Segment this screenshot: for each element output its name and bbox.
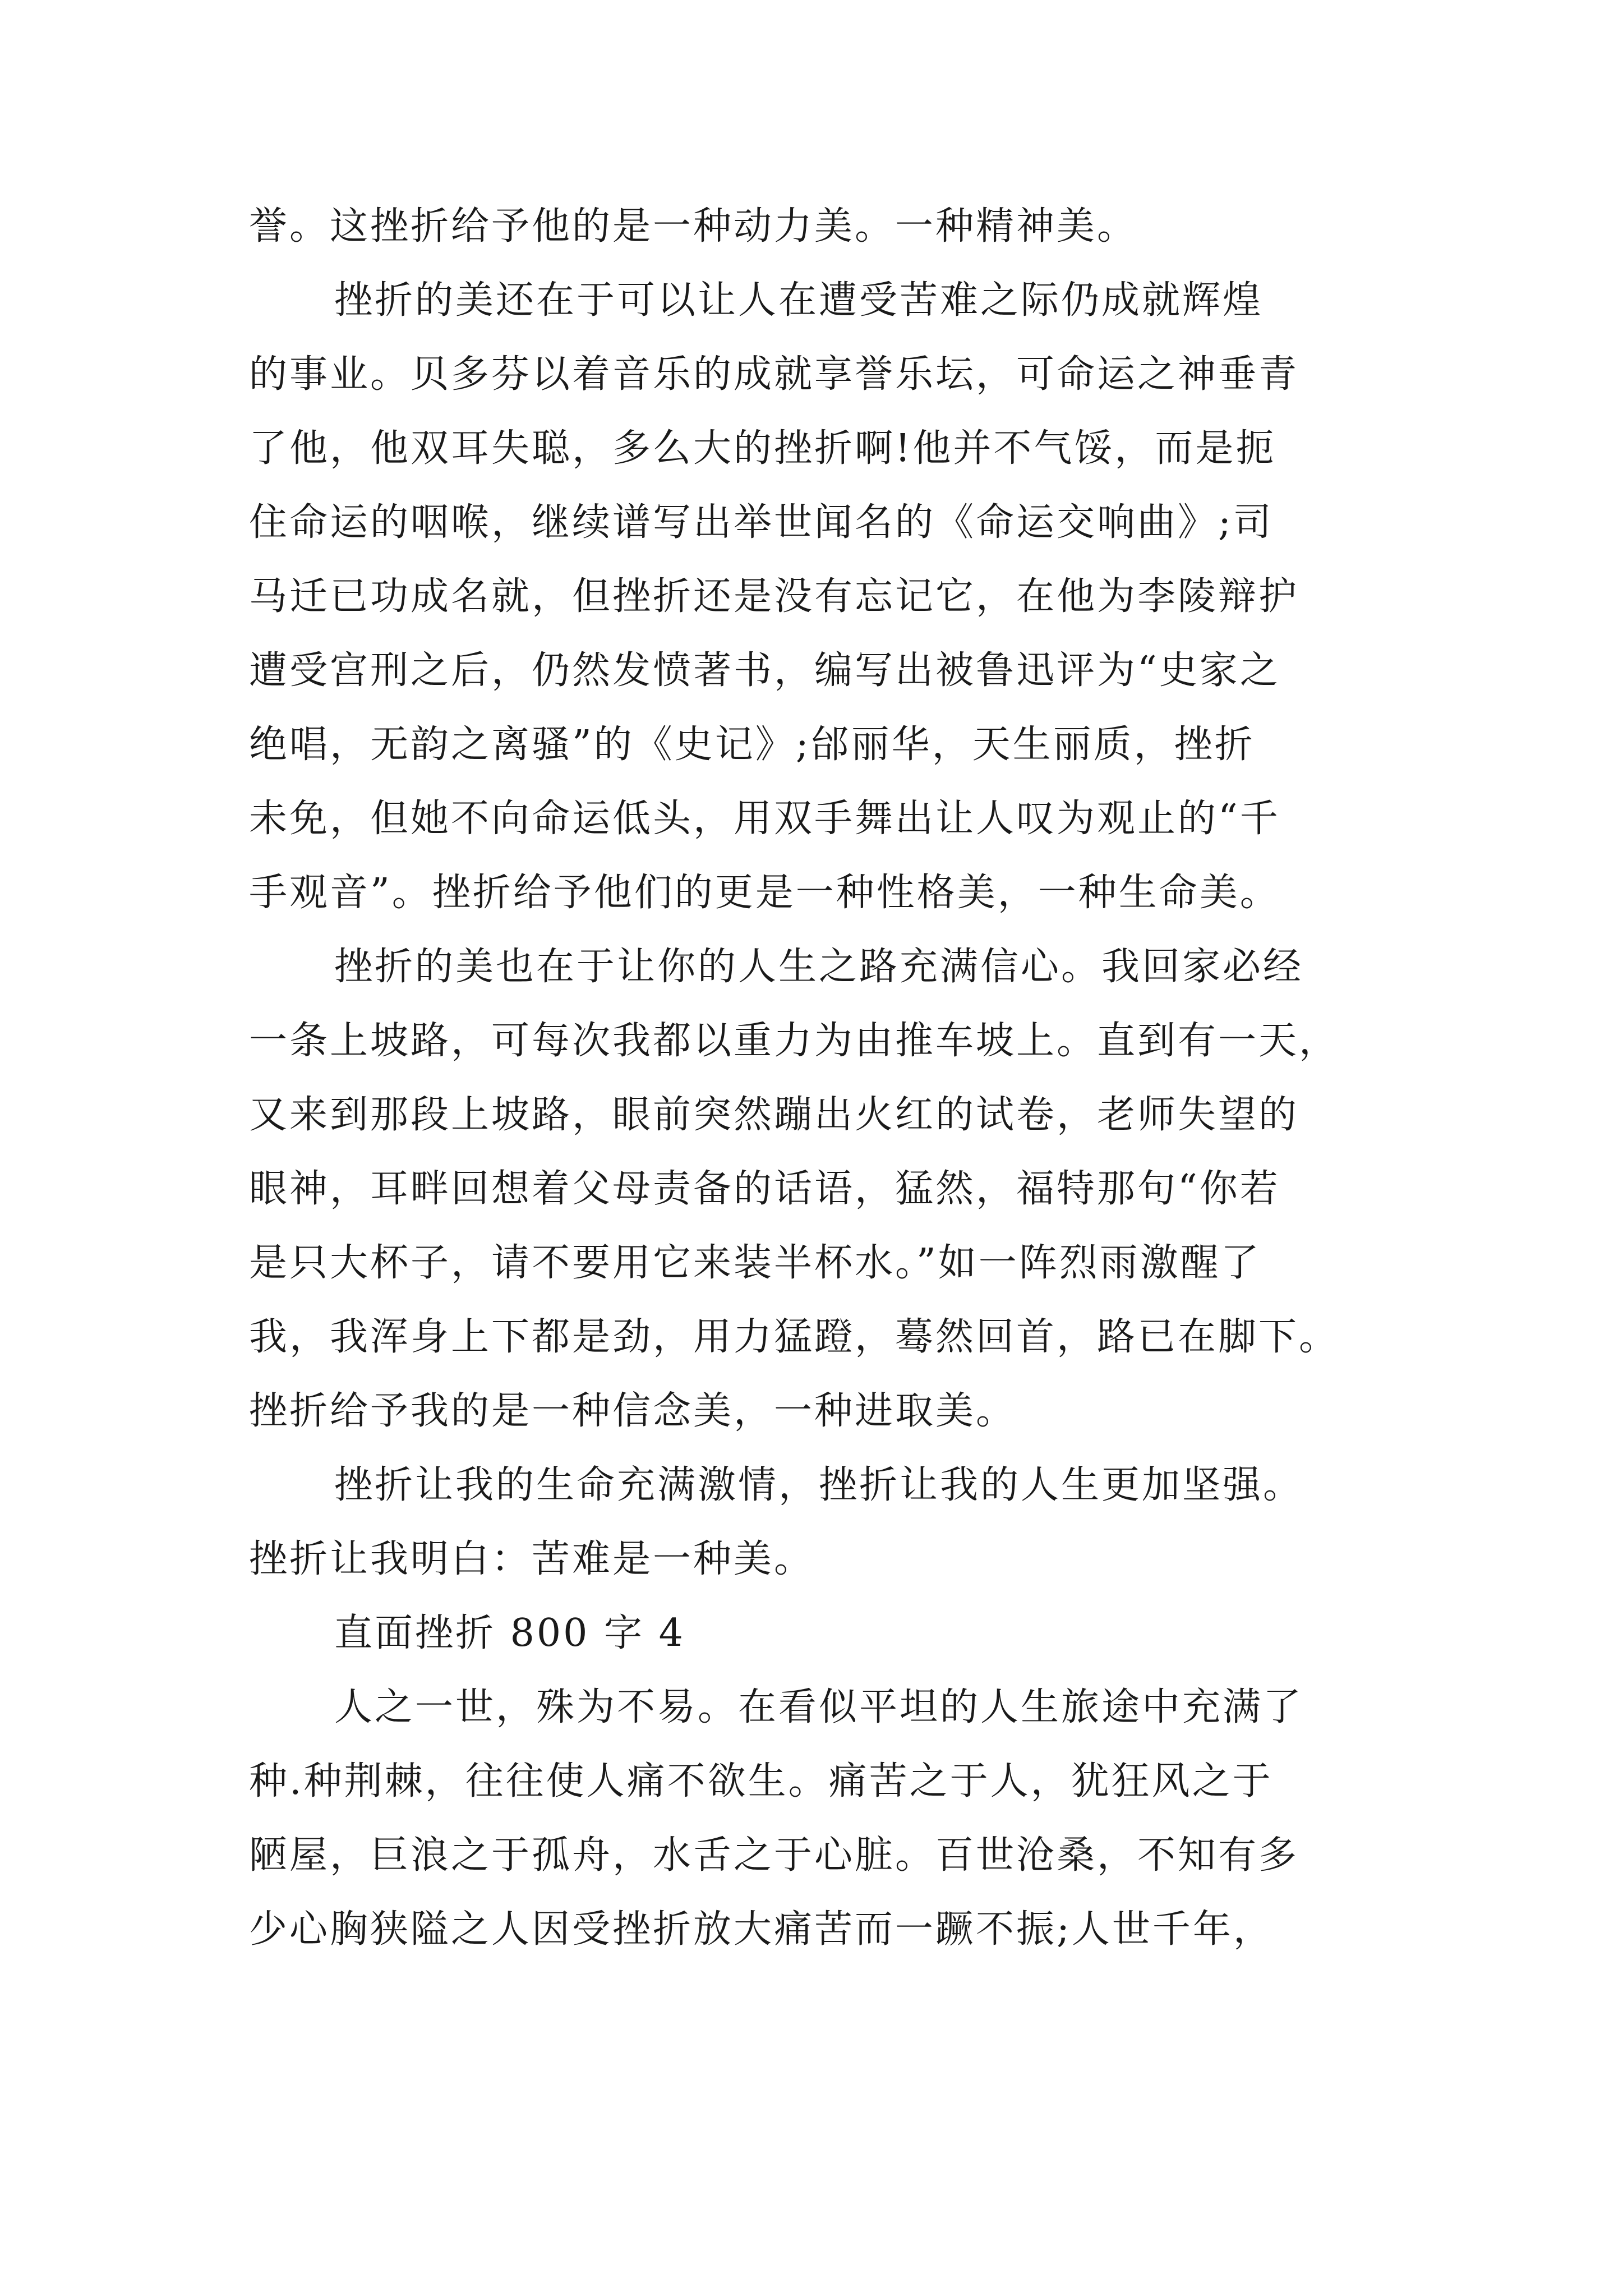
text-line: 少心胸狭隘之人因受挫折放大痛苦而一蹶不振;人世千年， xyxy=(249,1907,1274,1952)
text-line: 绝唱，无韵之离骚”的《史记》;邰丽华，天生丽质，挫折 xyxy=(249,723,1255,767)
section-heading: 直面挫折 800 字 4 xyxy=(334,1611,685,1655)
text-line: 挫折让我的生命充满激情，挫折让我的人生更加坚强。 xyxy=(334,1463,1304,1507)
text-line: 马迁已功成名就，但挫折还是没有忘记它，在他为李陵辩护 xyxy=(249,574,1299,619)
document-body xyxy=(249,190,1399,1967)
text-line: 我，我浑身上下都是劲，用力猛蹬，蓦然回首，路已在脚下。 xyxy=(249,1315,1340,1359)
text-line: 挫折的美也在于让你的人生之路充满信心。我回家必经 xyxy=(334,945,1304,989)
text-line: 挫折的美还在于可以让人在遭受苦难之际仍成就辉煌 xyxy=(334,278,1264,323)
text-line: 人之一世，殊为不易。在看似平坦的人生旅途中充满了 xyxy=(334,1685,1304,1729)
text-line: 一条上坡路，可每次我都以重力为由推车坡上。直到有一天， xyxy=(249,1019,1340,1063)
text-line: 挫折让我明白：苦难是一种美。 xyxy=(249,1537,815,1581)
text-line: 又来到那段上坡路，眼前突然蹦出火红的试卷，老师失望的 xyxy=(249,1093,1299,1137)
text-line: 的事业。贝多芬以着音乐的成就享誉乐坛，可命运之神垂青 xyxy=(249,352,1299,397)
text-line: 是只大杯子，请不要用它来装半杯水。”如一阵烈雨激醒了 xyxy=(249,1241,1261,1285)
text-line: 未免，但她不向命运低头，用双手舞出让人叹为观止的“千 xyxy=(249,797,1280,841)
text-line: 了他，他双耳失聪，多么大的挫折啊!他并不气馁，而是扼 xyxy=(249,426,1276,471)
text-line: 挫折给予我的是一种信念美，一种进取美。 xyxy=(249,1389,1017,1433)
text-line: 种.种荆棘，往往使人痛不欲生。痛苦之于人，犹狂风之于 xyxy=(249,1759,1273,1803)
text-line: 誉。这挫折给予他的是一种动力美。一种精神美。 xyxy=(249,204,1138,249)
text-line: 住命运的咽喉，继续谱写出举世闻名的《命运交响曲》;司 xyxy=(249,500,1274,545)
text-line: 手观音”。挫折给予他们的更是一种性格美，一种生命美。 xyxy=(249,871,1280,915)
text-line: 陋屋，巨浪之于孤舟，水舌之于心脏。百世沧桑，不知有多 xyxy=(249,1833,1299,1878)
text-line: 眼神，耳畔回想着父母责备的话语，猛然，福特那句“你若 xyxy=(249,1167,1280,1211)
text-line: 遭受宫刑之后，仍然发愤著书，编写出被鲁迅评为“史家之 xyxy=(249,648,1280,693)
